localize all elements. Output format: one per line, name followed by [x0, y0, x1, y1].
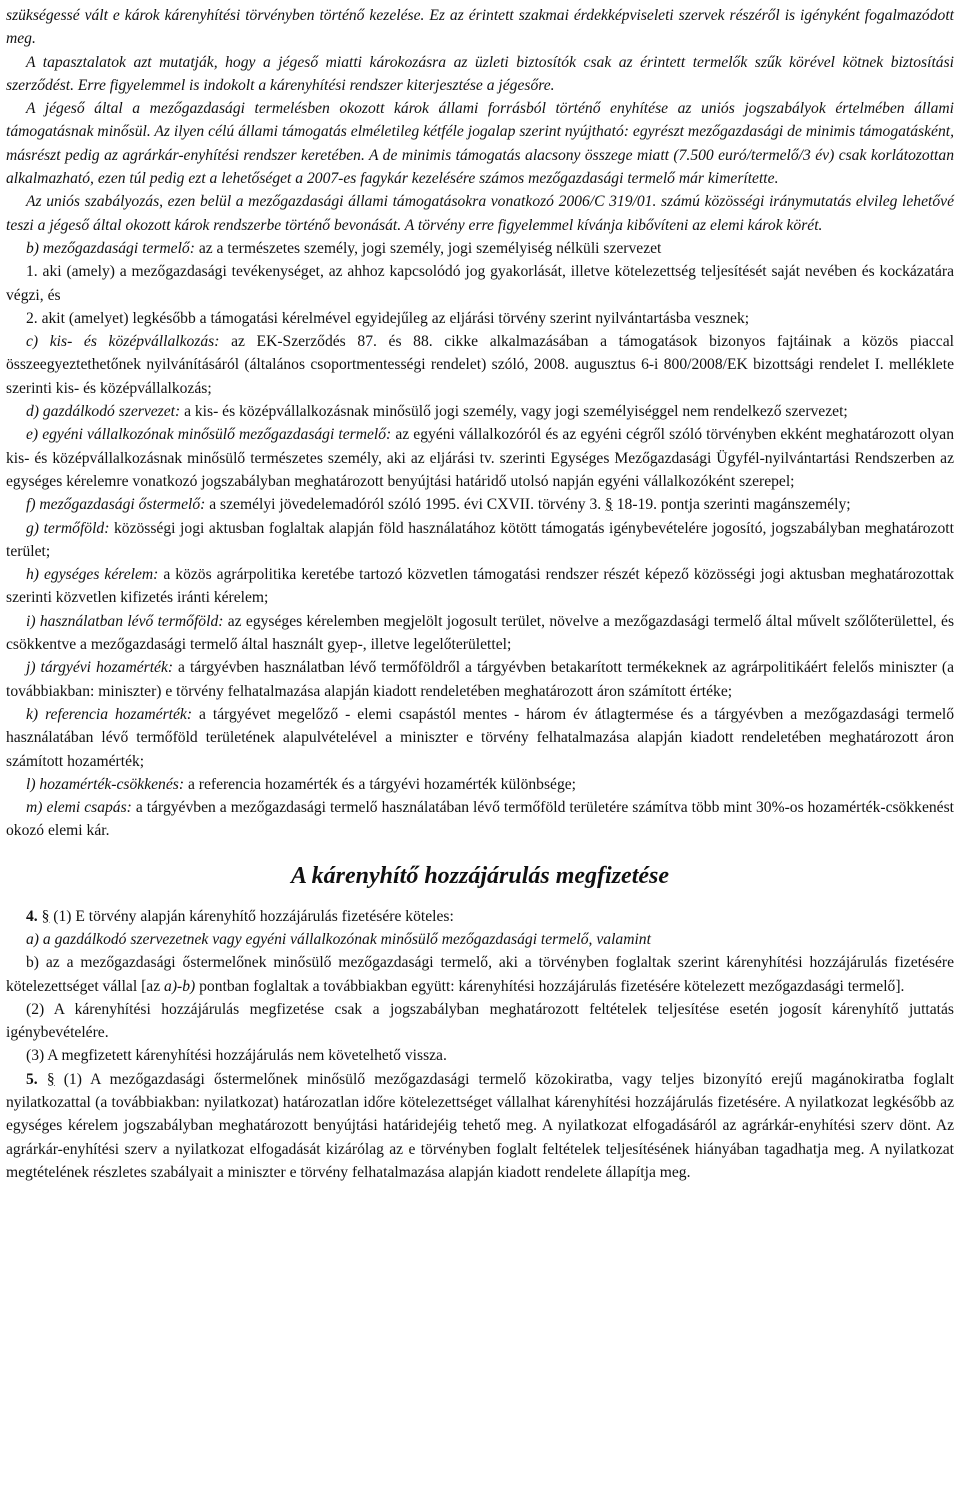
- definition-b-1: 1. aki (amely) a mezőgazdasági tevékenységet, az ahhoz kapcsolódó jog gyakorlását, illetve kötelezettség teljesítését saját nevében és kockázatára végzi, és: [6, 263, 954, 304]
- section-4-paragraph-2: (2) A kárenyhítési hozzájárulás megfizetése csak a jogszabályban meghatározott feltételek teljesítése esetén jogosít kárenyhítő juttatás igénybevételére.: [6, 1000, 954, 1042]
- definition-b-2: 2. akit (amelyet) legkésőbb a támogatási kérelmével egyidejűleg az eljárási törvény szerint nyilvántartásba vesznek;: [26, 309, 750, 327]
- term-g: g) termőföld:: [26, 519, 110, 537]
- term-i: i) használatban lévő termőföld:: [26, 612, 224, 630]
- section-5-paragraph-1: [6, 1068, 954, 1184]
- text-b: az a természetes személy, jogi személy, jogi személyiség nélküli szervezet: [194, 239, 662, 257]
- definition-h: [6, 563, 954, 610]
- term-f: f) mezőgazdasági őstermelő:: [26, 496, 206, 514]
- definition-e: [6, 423, 954, 493]
- term-c: c) kis- és középvállalkozás:: [26, 333, 220, 351]
- definition-c: [6, 330, 954, 400]
- section-5-text: (1) A mezőgazdasági őstermelőnek minősülő mezőgazdasági termelő közokiratba, vagy teljes bizonyító erejű magánokiratba foglalt nyilatkozattal (a továbbiakban: nyilatkozat) határozatlan időre kötelezettséget vállalhat kárenyhítési hozzájárulás fizetésére. A nyilatkozat legkésőbb az egységes kérelem jogszabályban meghatározott benyújtási határidejéig tehető meg. A nyilatkozat elfogadásáról az agrárkár-enyhítési szerv dönt. Az agrárkár-enyhítési szerv a nyilatkozat elfogadását kizárólag az e törvényben foglalt feltételek teljesítésének hiányában tagadhatja meg. A nyilatkozat megtételének részletes szabályait a miniszter e törvény felhatalmazása alapján kiadott rendelete állapítja meg.: [6, 1070, 954, 1181]
- text-j: a tárgyévben használatban lévő termőföldről a tárgyévben betakarított termékeknek az agrárpolitikáért felelős miniszter (a továbbiakban: miniszter) e törvény felhatalmazása alapján kiadott rendeletében meghatározott áron számított értéke;: [6, 659, 954, 700]
- section-heading: A kárenyhítő hozzájárulás megfizetése: [290, 862, 670, 889]
- section-4-point-b-text-b: pontban foglaltak a továbbiakban együtt: kárenyhítési hozzájárulás fizetésére kötelezett mezőgazdasági termelő].: [195, 977, 905, 995]
- definition-b: [6, 237, 954, 260]
- text-d: a kis- és középvállalkozásnak minősülő jogi személy, vagy jogi személyiséggel nem rendelkező szervezet;: [180, 403, 848, 421]
- definition-j: [6, 656, 954, 703]
- text-f-b: 18-19. pontja szerinti magánszemély;: [612, 496, 851, 514]
- definition-k: [6, 703, 954, 773]
- intro-paragraph-3: A jégeső által a mezőgazdasági termelésben okozott károk állami forrásból történő enyhítése az uniós jogszabályok értelmében állami támogatásnak minősül. Az ilyen célú állami támogatás elméletileg kétféle jogalap szerint nyújtható: egyrészt mezőgazdasági de minimis támogatásként, másrészt pedig az agrárkár-enyhítési rendszer keretében. A de minimis támogatás alacsony összege miatt (7.500 euró/termelő/3 év) csak korlátozottan alkalmazható, ezen túl pedig ezt a lehetőséget a 2007-es fagykár kezelésére számos mezőgazdasági termelő már kimerítette.: [6, 100, 954, 188]
- definition-d: [6, 400, 954, 423]
- text-m: a tárgyévben a mezőgazdasági termelő használatában lévő termőföld területére számítva több mint 30%-os hozamérték-csökkenést okozó elemi kár.: [6, 799, 954, 840]
- intro-paragraph-1: szükségessé vált e károk kárenyhítési törvényben történő kezelése. Ez az érintett szakmai érdekképviseleti szervek részéről is igényként fogalmazódott meg.: [6, 7, 954, 48]
- section-4-text: (1) E törvény alapján kárenyhítő hozzájárulás fizetésére köteles:: [49, 907, 454, 925]
- definition-l: [6, 773, 954, 796]
- section-5-sign: §: [46, 1070, 55, 1088]
- section-4-paragraph-3: (3) A megfizetett kárenyhítési hozzájárulás nem követelhető vissza.: [26, 1047, 447, 1065]
- text-f-a: a személyi jövedelemadóról szóló 1995. évi CXVII. törvény 3.: [205, 496, 606, 514]
- section-4-number: 4.: [26, 907, 38, 925]
- text-k: a tárgyévet megelőző - elemi csapástól mentes - három év átlagtermése és a tárgyévben a mezőgazdasági termelő használatában lévő termőföld területének alapulvételével a miniszter e törvény felhatalmazása alapján kiadott rendeletében meghatározott áron számított hozamérték;: [6, 705, 955, 770]
- term-e: e) egyéni vállalkozónak minősülő mezőgazdasági termelő:: [26, 426, 392, 444]
- section-4-point-b-text-a: b) az a mezőgazdasági őstermelőnek minősülő mezőgazdasági termelő, aki a törvényben foglaltak szerint kárenyhítési hozzájárulás fizetésére kötelezettséget vállal [az: [6, 954, 954, 995]
- intro-paragraph-4: Az uniós szabályozás, ezen belül a mezőgazdasági állami támogatásokra vonatkozó 2006/C 319/01. számú közösségi iránymutatás elvileg lehetővé teszi a jégeső által okozott károk rendszerbe történő bevonását. A törvény erre figyelemmel kívánja kibővíteni az elemi károk körét.: [6, 193, 954, 234]
- definition-f: [6, 493, 954, 516]
- text-e: az egyéni vállalkozóról és az egyéni cégről szóló törvényben ekként meghatározott olyan kis- és középvállalkozásnak minősülő természetes személy, aki az eljárási tv. szerinti Egységes Mezőgazdasági Ügyfél-nyilvántartási Rendszerben az egységes kérelemre vonatkozó jogszabályban meghatározott benyújtási határidő utolsó napján egyéni vállalkozóként szerepel;: [6, 426, 954, 490]
- definition-g: [6, 517, 954, 564]
- intro-paragraph-2: A tapasztalatok azt mutatják, hogy a jégeső miatti károkozásra az üzleti biztosítók csak az érintett termelők szűk körével kötnek biztosítási szerződést. Erre figyelemmel is indokolt a kárenyhítési rendszer kiterjesztése a jégesőre.: [6, 53, 954, 94]
- text-h: a közös agrárpolitika keretébe tartozó közvetlen támogatási rendszer részét képező közösségi jogi aktusban meghatározottak szerinti közvetlen kifizetés iránti kérelem;: [6, 566, 954, 607]
- section-4-paragraph-1: [6, 905, 954, 928]
- section-4-point-b-ref: a)-b): [164, 977, 196, 995]
- section-5-number: 5.: [26, 1070, 38, 1088]
- definition-m: [6, 796, 954, 843]
- text-c: az EK-Szerződés 87. és 88. cikke alkalmazásában a támogatások bizonyos fajtáinak a közös piaccal összeegyeztethetőnek nyilvánításáról (általános csoportmentességi rendelet) szóló, 2008. augusztus 6-i 800/2008/EK bizottsági rendelet I. melléklete szerinti kis- és középvállalkozás;: [6, 333, 954, 397]
- definition-i: [6, 610, 954, 657]
- section-4-sign: §: [41, 907, 50, 925]
- term-d: d) gazdálkodó szervezet:: [26, 403, 181, 421]
- section-4-point-b: [6, 951, 954, 998]
- text-i: az egységes kérelemben megjelölt jogosult terület, növelve a mezőgazdasági termelő által művelt szőlőterülettel, és csökkentve a mezőgazdasági termelő által használt gyep-, illetve legelőterülettel;: [6, 612, 955, 654]
- term-m: m) elemi csapás:: [26, 799, 132, 817]
- term-l: l) hozamérték-csökkenés:: [26, 775, 185, 793]
- paragraph-sign-f: §: [605, 496, 613, 514]
- term-j: j) tárgyévi hozamérték:: [26, 659, 174, 677]
- section-4-point-a: a) a gazdálkodó szervezetnek vagy egyéni vállalkozónak minősülő mezőgazdasági termelő, valamint: [26, 930, 651, 948]
- term-k: k) referencia hozamérték:: [26, 705, 193, 723]
- text-l: a referencia hozamérték és a tárgyévi hozamérték különbsége;: [184, 775, 577, 793]
- term-b: b) mezőgazdasági termelő:: [26, 239, 195, 257]
- term-h: h) egységes kérelem:: [26, 566, 159, 584]
- text-g: közösségi jogi aktusban foglaltak alapján föld használatához kötött támogatás igénybevételére jogosító, jogszabályban meghatározott terület;: [6, 519, 954, 560]
